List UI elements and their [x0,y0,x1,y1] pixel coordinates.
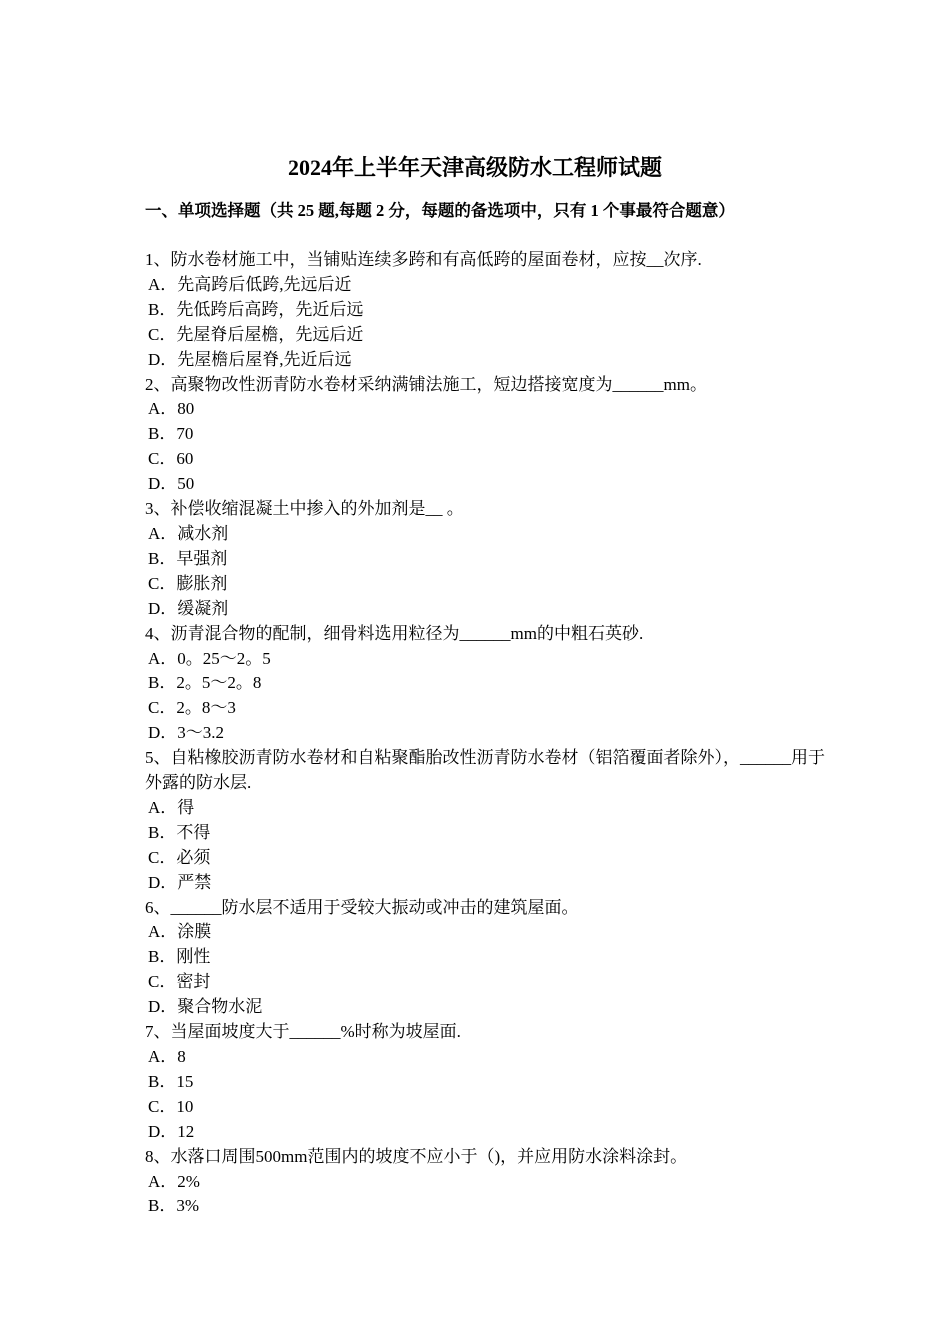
question-1 [145,248,825,373]
question-3 [145,497,825,622]
answer-option: B．2。5～2。8 [148,673,262,693]
answer-option: A．0。25～2。5 [148,648,271,668]
question-6 [145,896,825,1021]
answer-option: A．2% [148,1171,200,1191]
question-stem: 7、当屋面坡度大于______%时称为坡屋面. [145,1022,461,1042]
question-stem: 3、补偿收缩混凝土中掺入的外加剂是__ 。 [145,499,464,519]
answer-option: C．10 [148,1096,194,1116]
answer-option: A．涂膜 [148,922,212,942]
answer-option: D．12 [148,1121,195,1141]
question-stem: 8、水落口周围500mm范围内的坡度不应小于（)，并应用防水涂料涂封。 [145,1146,688,1166]
document-title: 2024年上半年天津高级防水工程师试题 [287,155,662,180]
question-stem: 6、______防水层不适用于受较大振动或冲击的建筑屋面。 [145,897,579,917]
question-8 [145,1145,825,1220]
question-5 [145,746,825,895]
answer-option: B．早强剂 [148,548,228,568]
answer-option: B．先低跨后高跨，先近后远 [148,299,364,319]
answer-option: A．减水剂 [148,523,229,543]
answer-option: A．先高跨后低跨,先远后近 [148,274,352,294]
answer-option: C．密封 [148,972,211,992]
answer-option: D．3～3.2 [148,723,225,743]
answer-option: D．50 [148,474,195,494]
question-stem: 1、防水卷材施工中，当铺贴连续多跨和有高低跨的屋面卷材，应按__次序. [145,250,702,269]
question-2 [145,373,825,498]
answer-option: D．严禁 [148,872,212,892]
section-heading: 一、单项选择题（共 25 题,每题 2 分，每题的备选项中，只有 1 个事最符合题意） [145,201,735,220]
answer-option: D．先屋檐后屋脊,先近后远 [148,349,352,369]
answer-option: C．60 [148,449,194,469]
answer-option: B．3% [148,1196,199,1216]
answer-option: B．15 [148,1071,194,1091]
answer-option: C．2。8～3 [148,698,236,718]
answer-option: D．聚合物水泥 [148,997,263,1017]
answer-option: B．70 [148,424,194,444]
question-stem: 5、自粘橡胶沥青防水卷材和自粘聚酯胎改性沥青防水卷材（铝箔覆面者除外），______用于外露的防水层. [145,748,825,793]
question-stem: 4、沥青混合物的配制，细骨料选用粒径为______mm的中粗石英砂. [145,623,644,643]
answer-option: A．8 [148,1047,186,1066]
question-4 [145,622,825,747]
answer-option: B．刚性 [148,947,211,967]
answer-option: C．膨胀剂 [148,573,228,593]
answer-option: D．缓凝剂 [148,598,229,618]
question-7 [145,1020,825,1145]
answer-option: C．必须 [148,847,211,867]
answer-option: C．先屋脊后屋檐，先远后近 [148,324,364,344]
question-list [145,248,825,1219]
answer-option: B．不得 [148,822,211,842]
question-stem: 2、高聚物改性沥青防水卷材采纳满铺法施工，短边搭接宽度为______mm。 [145,374,707,394]
answer-option: A．80 [148,399,195,419]
answer-option: A．得 [148,797,195,817]
